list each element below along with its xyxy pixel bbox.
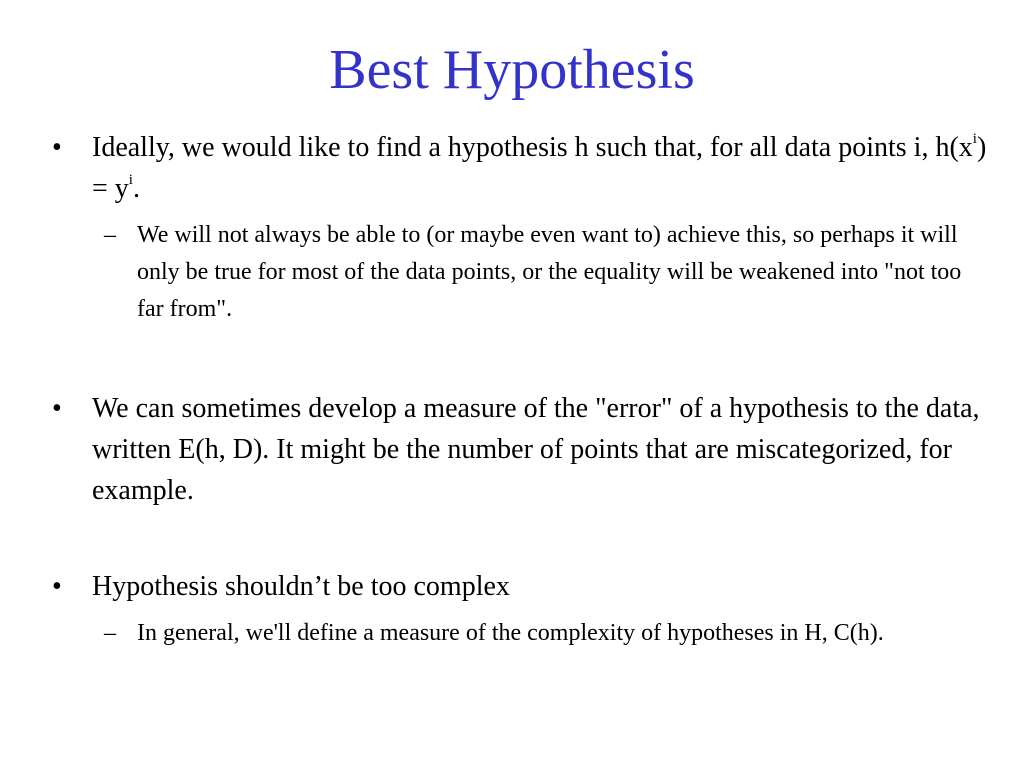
sub-bullet-marker: –: [104, 222, 116, 248]
bullet-text: We can sometimes develop a measure of the "error" of a hypothesis to the data, written E(h, D). It might be the number of points that are miscategorized, for example.: [92, 393, 980, 506]
sub-bullet-marker: –: [104, 620, 116, 646]
sub-bullet-text: We will not always be able to (or maybe even want to) achieve this, so perhaps it will only be true for most of the data points, or the equality will be weakened into "not too far from".: [137, 222, 962, 322]
bullet-marker: •: [52, 393, 62, 424]
bullet-marker: •: [52, 571, 62, 602]
bullet-text-part: Ideally, we would like to find a hypothesis h such that, for all data points i, h(x: [92, 132, 973, 163]
slide-title: Best Hypothesis: [329, 39, 695, 101]
superscript-i: i: [128, 171, 133, 188]
bullet-text-part: ) = y: [92, 132, 987, 204]
superscript-i: i: [972, 130, 977, 147]
bullet-text-part: .: [132, 173, 140, 204]
sub-bullet-text: In general, we'll define a measure of the complexity of hypotheses in H, C(h).: [137, 620, 884, 646]
bullet-text: [92, 127, 992, 209]
bullet-marker: •: [52, 132, 62, 163]
bullet-text: Hypothesis shouldn’t be too complex: [92, 571, 510, 602]
